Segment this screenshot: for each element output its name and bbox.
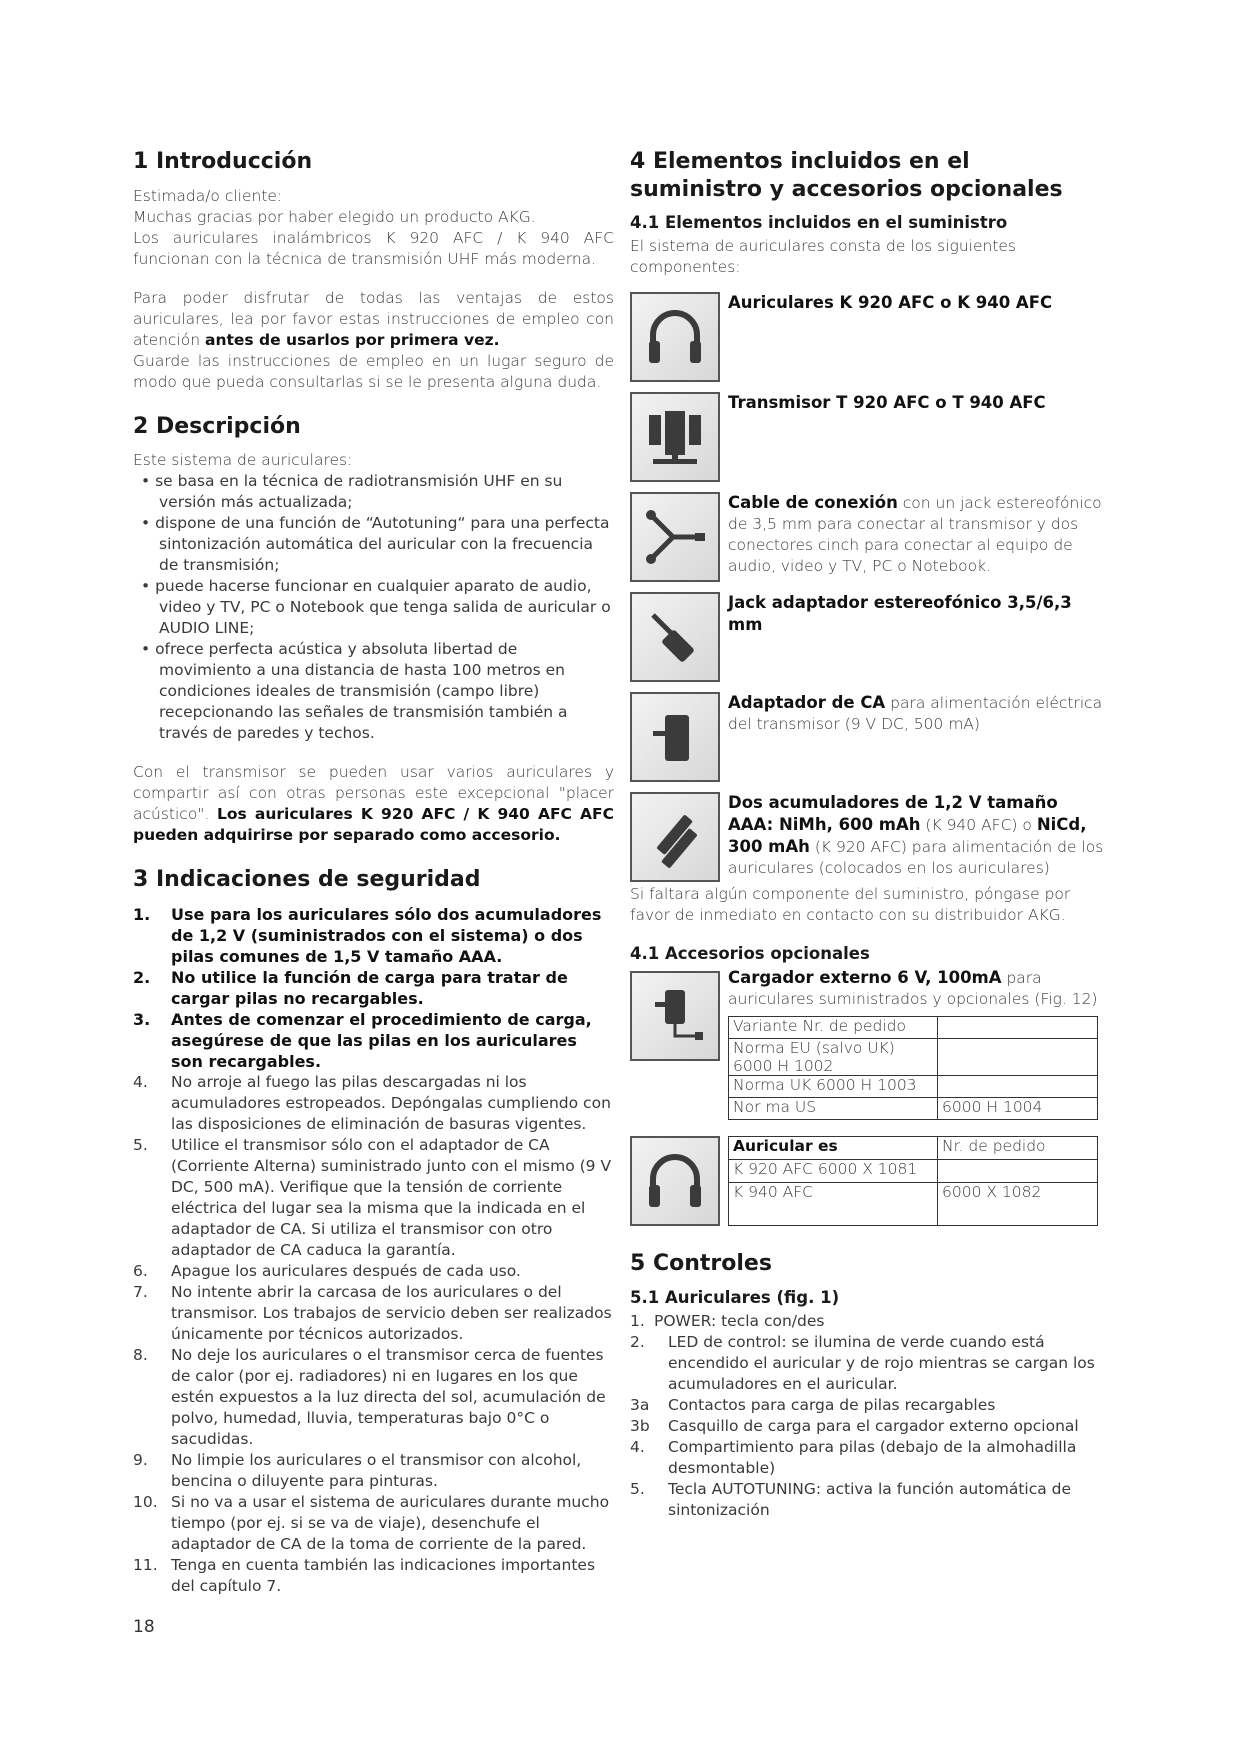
subsection-5-1-title: 5.1 Auriculares (fig. 1): [630, 1287, 840, 1307]
transmitter-icon: [630, 392, 720, 482]
read-bold: antes de usarlos por primera vez.: [205, 330, 500, 349]
item-number: 11.: [133, 1555, 158, 1574]
item-number: 9.: [133, 1450, 148, 1469]
list-item: [133, 1009, 614, 1072]
table-cell: [938, 1039, 1098, 1076]
item-text: Use para los auriculares sólo dos acumuladores de 1,2 V (suministrados con el sistema) o dos pilas comunes de 1,5 V tamaño AAA.: [171, 904, 602, 966]
item-number: 2.: [630, 1332, 645, 1351]
item-text: No utilice la función de carga para tratar de cargar pilas no recargables.: [171, 967, 568, 1008]
list-item: [630, 1332, 1108, 1395]
item-number: 3a: [630, 1395, 650, 1414]
item-text: No arroje al fuego las pilas descargadas ni los acumuladores estropeados. Depóngalas cumpliendo con las disposiciones de eliminación de basuras vigentes.: [171, 1072, 611, 1133]
item-number: 3b: [630, 1416, 650, 1435]
list-item: [630, 1395, 1108, 1416]
item-number: 4.: [630, 1437, 645, 1456]
item-text: Contactos para carga de pilas recargables: [668, 1395, 996, 1414]
table-cell: Auricular es: [729, 1137, 938, 1160]
item-text: Apague los auriculares después de cada uso.: [171, 1261, 521, 1280]
list-item: • puede hacerse funcionar en cualquier aparato de audio, video y TV, PC o Notebook que tenga salida de auricular o AUDIO LINE;: [141, 577, 611, 637]
table-cell: [938, 1017, 1098, 1039]
controls-list: [630, 1311, 1108, 1521]
list-item: • dispone de una función de “Autotuning“ para una perfecta sintonización automática del auricular con la frecuencia de transmisión;: [141, 514, 610, 574]
charger-bold: Cargador externo 6 V, 100mA: [728, 968, 1002, 987]
page-number: 18: [133, 1617, 155, 1637]
item-text: LED de control: se ilumina de verde cuando está encendido el auricular y de rojo mientras se cargan los acumuladores en el auricular.: [668, 1332, 1095, 1393]
item-text: para alimentación eléctrica del transmisor (9 V DC, 500 mA): [728, 694, 1103, 733]
list-item: [133, 1282, 614, 1345]
table-cell: Norma EU (salvo UK) 6000 H 1002: [729, 1039, 938, 1076]
section-1-title: 1 Introducción: [133, 149, 313, 174]
right-column: [630, 148, 1108, 1521]
ac-adapter-icon: [630, 692, 720, 782]
table-cell: K 920 AFC 6000 X 1081: [729, 1160, 938, 1183]
item-text: Casquillo de carga para el cargador externo opcional: [668, 1416, 1079, 1435]
item-number: 1.: [630, 1311, 645, 1330]
section-3-title: 3 Indicaciones de seguridad: [133, 867, 481, 892]
charger-icon: [630, 971, 720, 1061]
subsection-accessories-title: 4.1 Accesorios opcionales: [630, 944, 870, 963]
item-number: 3.: [133, 1009, 151, 1029]
safety-list: [133, 904, 614, 1597]
left-column: [133, 148, 614, 1597]
item-number: 6.: [133, 1261, 148, 1280]
components-intro: El sistema de auriculares consta de los siguientes componentes:: [630, 237, 1017, 276]
table-row: [729, 1098, 1098, 1120]
table-row: [729, 1137, 1098, 1160]
batteries-icon: [630, 792, 720, 882]
desc-bullets: [133, 471, 614, 744]
item-number: 10.: [133, 1492, 158, 1511]
item-text: POWER: tecla con/des: [654, 1311, 825, 1330]
list-item: [133, 1345, 614, 1450]
section-2-title: 2 Descripción: [133, 413, 301, 439]
table-row: [729, 1183, 1098, 1226]
list-item: [133, 904, 614, 967]
list-item: • ofrece perfecta acústica y absoluta libertad de movimiento a una distancia de hasta 100 metros en condiciones ideales de transmisión (campo libre) recepcionando las señales de transmisión también a través de paredes y techos.: [141, 640, 568, 742]
list-item: [630, 1437, 1108, 1479]
item-bold: Cable de conexión: [728, 493, 898, 512]
item-number: 8.: [133, 1345, 148, 1364]
list-item: [133, 967, 614, 1009]
item-text: No limpie los auriculares o el transmisor con alcohol, bencina o diluyente para pinturas.: [171, 1450, 582, 1490]
read-instructions: [133, 288, 614, 351]
list-item: [133, 1072, 614, 1135]
item-charger: [630, 967, 1108, 1120]
table-cell: K 940 AFC: [729, 1183, 938, 1226]
item-text: Si no va a usar el sistema de auriculares durante mucho tiempo (por ej. si se va de viaje), desenchufe el adaptador de CA de la toma de corriente de la pared.: [171, 1492, 610, 1553]
list-item: [133, 1492, 614, 1555]
thanks: Muchas gracias por haber elegido un producto AKG.: [133, 207, 536, 226]
table-cell: 6000 H 1004: [938, 1098, 1098, 1120]
batt-text-1: (K 940 AFC) o: [920, 816, 1037, 834]
list-item: [133, 1135, 614, 1261]
list-item: [630, 1311, 1108, 1332]
item-transmitter: [630, 392, 1108, 482]
table-cell: Variante Nr. de pedido: [729, 1017, 938, 1039]
item-text: con un jack estereofónico de 3,5 mm para conectar al transmisor y dos conectores cinch para conectar al equipo de audio, video y TV, PC o Notebook.: [728, 494, 1102, 575]
item-number: 5.: [133, 1135, 148, 1154]
item-text: No intente abrir la carcasa de los auriculares o del transmisor. Los trabajos de servicio deben ser realizados únicamente por técnicos autorizados.: [171, 1282, 612, 1343]
desc-intro: Este sistema de auriculares:: [133, 451, 353, 469]
read-text: Para poder disfrutar de todas las ventajas de estos auriculares, lea por favor estas instrucciones de empleo con atención: [133, 288, 614, 349]
table-cell: Nor ma US: [729, 1098, 938, 1120]
item-bold: Auriculares K 920 AFC o K 940 AFC: [728, 293, 1053, 312]
subsection-4-1-title: 4.1 Elementos incluidos en el suministro: [630, 213, 1008, 232]
item-text: Compartimiento para pilas (debajo de la almohadilla desmontable): [668, 1437, 1077, 1477]
share-text: [133, 762, 614, 846]
item-text: Tecla AUTOTUNING: activa la función automática de sintonización: [668, 1479, 1072, 1519]
item-optional-headphones: [630, 1136, 1108, 1226]
batt-text-2: (K 920 AFC) para alimentación de los auriculares (colocados en los auriculares): [728, 838, 1104, 877]
item-text: No deje los auriculares o el transmisor cerca de fuentes de calor (por ej. radiadores) ni en lugares en los que estén expuestos a la luz directa del sol, acumulación de polvo, humedad, lluvia, temperaturas bajo 0°C o sacudidas.: [171, 1345, 606, 1448]
list-item: • se basa en la técnica de radiotransmisión UHF en su versión más actualizada;: [141, 472, 563, 511]
item-ac-adapter: [630, 692, 1108, 782]
share-bold: Los auriculares K 920 AFC / K 940 AFC AFC pueden adquirirse por separado como accesorio.: [133, 805, 615, 844]
table-cell: 6000 X 1082: [938, 1183, 1098, 1226]
item-text: Tenga en cuenta también las indicaciones importantes del capítulo 7.: [171, 1555, 596, 1595]
headphones-icon: [630, 1136, 720, 1226]
greeting: Estimada/o cliente:: [133, 186, 283, 205]
table-row: [729, 1076, 1098, 1098]
list-item: [133, 1555, 614, 1597]
list-item: [630, 1479, 1108, 1521]
table-row: [729, 1039, 1098, 1076]
item-jack-adapter: [630, 592, 1108, 682]
jack-adapter-icon: [630, 592, 720, 682]
item-number: 1.: [133, 904, 151, 924]
charger-order-table: [728, 1016, 1098, 1120]
item-bold: Jack adaptador estereofónico 3,5/6,3 mm: [728, 593, 1072, 634]
item-number: 4.: [133, 1072, 148, 1091]
table-row: [729, 1160, 1098, 1183]
item-bold: Adaptador de CA: [728, 693, 886, 712]
batt-bold-2: NiCd, 300 mAh: [728, 815, 1087, 856]
item-bold: Transmisor T 920 AFC o T 940 AFC: [728, 393, 1046, 412]
list-item: [630, 1416, 1108, 1437]
item-text: Antes de comenzar el procedimiento de carga, asegúrese de que las pilas en los auriculares son recargables.: [171, 1009, 592, 1071]
cable-icon: [630, 492, 720, 582]
item-headphones: [630, 292, 1108, 382]
intro-text: Los auriculares inalámbricos K 920 AFC / K 940 AFC funcionan con la técnica de transmisión UHF más moderna.: [133, 228, 614, 268]
share-plain: Con el transmisor se pueden usar varios auriculares y compartir así con otras personas este excepcional "placer acústico".: [133, 763, 614, 823]
item-cable: [630, 492, 1108, 582]
section-5-title: 5 Controles: [630, 1251, 772, 1276]
list-item: [133, 1261, 614, 1282]
item-number: 7.: [133, 1282, 148, 1301]
headphones-icon: [630, 292, 720, 382]
list-item: [133, 1450, 614, 1492]
table-cell: Nr. de pedido: [938, 1137, 1098, 1160]
table-row: [729, 1017, 1098, 1039]
missing-parts: Si faltara algún componente del suministro, póngase por favor de inmediato en contacto con su distribuidor AKG.: [630, 885, 1071, 924]
item-number: 2.: [133, 967, 151, 987]
batt-bold-1: Dos acumuladores de 1,2 V tamaño AAA: NiMh, 600 mAh: [728, 793, 1058, 834]
table-cell: [938, 1160, 1098, 1183]
table-cell: [938, 1076, 1098, 1098]
item-number: 5.: [630, 1479, 645, 1498]
item-batteries: [630, 792, 1108, 882]
section-4-title: 4 Elementos incluidos en el suministro y accesorios opcionales: [630, 149, 1063, 202]
table-cell: Norma UK 6000 H 1003: [729, 1076, 938, 1098]
charger-text: para auriculares suministrados y opcionales (Fig. 12): [728, 969, 1098, 1008]
headphones-order-table: [728, 1136, 1098, 1226]
keep-instructions: Guarde las instrucciones de empleo en un lugar seguro de modo que pueda consultarlas si se le presenta alguna duda.: [133, 351, 614, 391]
item-text: Utilice el transmisor sólo con el adaptador de CA (Corriente Alterna) suministrado junto con el mismo (9 V DC, 500 mA). Verifique que la tensión de corriente eléctrica del lugar sea la misma que la indicada en el adaptador de CA. Si utiliza el transmisor con otro adaptador de CA caduca la garantía.: [171, 1135, 612, 1259]
